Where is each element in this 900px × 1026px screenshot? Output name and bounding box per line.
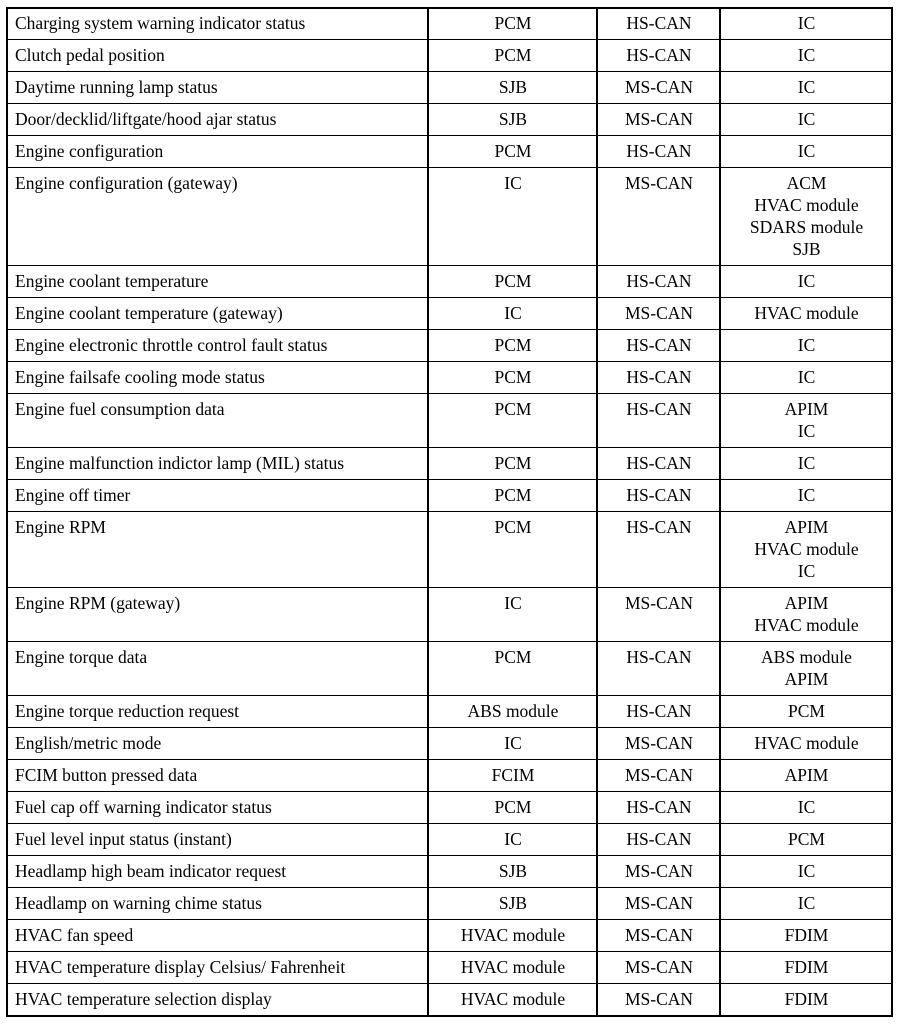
table-row — [7, 394, 892, 448]
receivers-cell — [720, 104, 892, 136]
table-row — [7, 920, 892, 952]
network-cell: HS-CAN — [597, 824, 720, 856]
originator-cell: HVAC module — [428, 952, 597, 984]
receiver-name: HVAC module — [754, 615, 859, 635]
table-row — [7, 362, 892, 394]
receivers-cell — [720, 952, 892, 984]
originator-cell: FCIM — [428, 760, 597, 792]
table-row — [7, 266, 892, 298]
table-row — [7, 40, 892, 72]
receiver-name: IC — [797, 561, 816, 581]
receiver-name: IC — [797, 421, 816, 441]
message-cell: Engine fuel consumption data — [7, 394, 428, 448]
receiver-name: PCM — [788, 701, 825, 721]
message-cell: HVAC temperature display Celsius/ Fahrenheit — [7, 952, 428, 984]
network-cell: MS-CAN — [597, 72, 720, 104]
receiver-name: IC — [797, 453, 816, 473]
receiver-name: HVAC module — [754, 195, 859, 215]
receiver-name: APIM — [784, 517, 829, 537]
network-cell: HS-CAN — [597, 266, 720, 298]
message-cell: Headlamp on warning chime status — [7, 888, 428, 920]
originator-cell: PCM — [428, 362, 597, 394]
network-cell: MS-CAN — [597, 760, 720, 792]
receivers-cell — [720, 888, 892, 920]
receiver-name: IC — [797, 45, 816, 65]
message-cell: Engine RPM (gateway) — [7, 588, 428, 642]
message-cell: Engine off timer — [7, 480, 428, 512]
originator-cell: IC — [428, 588, 597, 642]
originator-cell: SJB — [428, 888, 597, 920]
receiver-name: IC — [797, 109, 816, 129]
network-cell: HS-CAN — [597, 480, 720, 512]
network-cell: HS-CAN — [597, 448, 720, 480]
receivers-cell — [720, 792, 892, 824]
message-cell: Charging system warning indicator status — [7, 8, 428, 40]
originator-cell: IC — [428, 298, 597, 330]
message-cell: Engine torque data — [7, 642, 428, 696]
receivers-cell — [720, 728, 892, 760]
table-row — [7, 448, 892, 480]
receiver-name: HVAC module — [754, 733, 859, 753]
table-row — [7, 8, 892, 40]
receivers-cell — [720, 266, 892, 298]
table-row — [7, 984, 892, 1017]
receiver-name: FDIM — [784, 989, 829, 1009]
originator-cell: PCM — [428, 394, 597, 448]
message-cell: English/metric mode — [7, 728, 428, 760]
receivers-cell — [720, 920, 892, 952]
message-cell: Daytime running lamp status — [7, 72, 428, 104]
originator-cell: SJB — [428, 856, 597, 888]
table-row — [7, 136, 892, 168]
table-row — [7, 856, 892, 888]
receiver-name: IC — [797, 893, 816, 913]
receiver-name: SJB — [792, 239, 821, 259]
network-cell: HS-CAN — [597, 136, 720, 168]
table-row — [7, 760, 892, 792]
network-cell: HS-CAN — [597, 8, 720, 40]
receiver-name: IC — [797, 13, 816, 33]
receiver-name: APIM — [784, 669, 829, 689]
network-cell: HS-CAN — [597, 362, 720, 394]
message-cell: FCIM button pressed data — [7, 760, 428, 792]
receiver-name: HVAC module — [754, 303, 859, 323]
message-cell: Engine coolant temperature — [7, 266, 428, 298]
table-row — [7, 728, 892, 760]
receivers-cell — [720, 448, 892, 480]
network-cell: MS-CAN — [597, 168, 720, 266]
table-row — [7, 330, 892, 362]
network-cell: MS-CAN — [597, 588, 720, 642]
network-cell: HS-CAN — [597, 642, 720, 696]
message-cell: Engine coolant temperature (gateway) — [7, 298, 428, 330]
table-row — [7, 888, 892, 920]
table-row — [7, 168, 892, 266]
message-cell: Engine failsafe cooling mode status — [7, 362, 428, 394]
originator-cell: PCM — [428, 448, 597, 480]
network-cell: MS-CAN — [597, 728, 720, 760]
receivers-cell — [720, 696, 892, 728]
receiver-name: IC — [797, 271, 816, 291]
originator-cell: ABS module — [428, 696, 597, 728]
originator-cell: PCM — [428, 792, 597, 824]
receivers-cell — [720, 136, 892, 168]
table-body — [7, 8, 892, 1016]
message-cell: Engine torque reduction request — [7, 696, 428, 728]
network-cell: HS-CAN — [597, 40, 720, 72]
originator-cell: PCM — [428, 266, 597, 298]
originator-cell: PCM — [428, 512, 597, 588]
table-row — [7, 792, 892, 824]
receivers-cell — [720, 760, 892, 792]
network-cell: HS-CAN — [597, 330, 720, 362]
network-cell: MS-CAN — [597, 104, 720, 136]
receiver-name: IC — [797, 861, 816, 881]
originator-cell: IC — [428, 824, 597, 856]
receiver-name: APIM — [784, 399, 829, 419]
receiver-name: IC — [797, 77, 816, 97]
message-cell: Fuel cap off warning indicator status — [7, 792, 428, 824]
originator-cell: PCM — [428, 330, 597, 362]
originator-cell: SJB — [428, 72, 597, 104]
network-cell: MS-CAN — [597, 984, 720, 1017]
originator-cell: PCM — [428, 40, 597, 72]
message-cell: HVAC fan speed — [7, 920, 428, 952]
originator-cell: PCM — [428, 8, 597, 40]
receivers-cell — [720, 8, 892, 40]
network-cell: MS-CAN — [597, 298, 720, 330]
originator-cell: SJB — [428, 104, 597, 136]
receiver-name: APIM — [784, 593, 829, 613]
table-row — [7, 952, 892, 984]
receivers-cell — [720, 642, 892, 696]
message-cell: Engine electronic throttle control fault status — [7, 330, 428, 362]
originator-cell: PCM — [428, 642, 597, 696]
receiver-name: ACM — [786, 173, 827, 193]
receiver-name: IC — [797, 485, 816, 505]
network-message-table — [6, 7, 893, 1017]
network-cell: HS-CAN — [597, 394, 720, 448]
receiver-name: HVAC module — [754, 539, 859, 559]
table-row — [7, 696, 892, 728]
receivers-cell — [720, 330, 892, 362]
originator-cell: IC — [428, 168, 597, 266]
message-cell: HVAC temperature selection display — [7, 984, 428, 1017]
table-row — [7, 480, 892, 512]
network-cell: MS-CAN — [597, 888, 720, 920]
table-row — [7, 72, 892, 104]
network-cell: MS-CAN — [597, 856, 720, 888]
receivers-cell — [720, 168, 892, 266]
receivers-cell — [720, 856, 892, 888]
receiver-name: IC — [797, 367, 816, 387]
receivers-cell — [720, 40, 892, 72]
receiver-name: APIM — [784, 765, 829, 785]
receivers-cell — [720, 72, 892, 104]
table-row — [7, 824, 892, 856]
receiver-name: SDARS module — [749, 217, 864, 237]
receiver-name: PCM — [788, 829, 825, 849]
network-cell: MS-CAN — [597, 952, 720, 984]
receivers-cell — [720, 512, 892, 588]
originator-cell: PCM — [428, 480, 597, 512]
receiver-name: ABS module — [761, 647, 852, 667]
receiver-name: FDIM — [784, 957, 829, 977]
table-row — [7, 104, 892, 136]
table-row — [7, 588, 892, 642]
message-cell: Engine configuration — [7, 136, 428, 168]
message-cell: Engine configuration (gateway) — [7, 168, 428, 266]
originator-cell: IC — [428, 728, 597, 760]
network-cell: HS-CAN — [597, 792, 720, 824]
message-cell: Clutch pedal position — [7, 40, 428, 72]
receivers-cell — [720, 984, 892, 1017]
receiver-name: FDIM — [784, 925, 829, 945]
receivers-cell — [720, 824, 892, 856]
message-cell: Door/decklid/liftgate/hood ajar status — [7, 104, 428, 136]
receiver-name: IC — [797, 141, 816, 161]
message-cell: Fuel level input status (instant) — [7, 824, 428, 856]
receivers-cell — [720, 480, 892, 512]
table-row — [7, 512, 892, 588]
network-cell: MS-CAN — [597, 920, 720, 952]
message-cell: Engine malfunction indictor lamp (MIL) status — [7, 448, 428, 480]
receivers-cell — [720, 394, 892, 448]
network-cell: HS-CAN — [597, 696, 720, 728]
message-cell: Engine RPM — [7, 512, 428, 588]
network-cell: HS-CAN — [597, 512, 720, 588]
message-cell: Headlamp high beam indicator request — [7, 856, 428, 888]
receivers-cell — [720, 298, 892, 330]
originator-cell: HVAC module — [428, 920, 597, 952]
receiver-name: IC — [797, 797, 816, 817]
document-page — [6, 7, 891, 1017]
receivers-cell — [720, 362, 892, 394]
receivers-cell — [720, 588, 892, 642]
table-row — [7, 642, 892, 696]
receiver-name: IC — [797, 335, 816, 355]
originator-cell: PCM — [428, 136, 597, 168]
originator-cell: HVAC module — [428, 984, 597, 1017]
table-row — [7, 298, 892, 330]
